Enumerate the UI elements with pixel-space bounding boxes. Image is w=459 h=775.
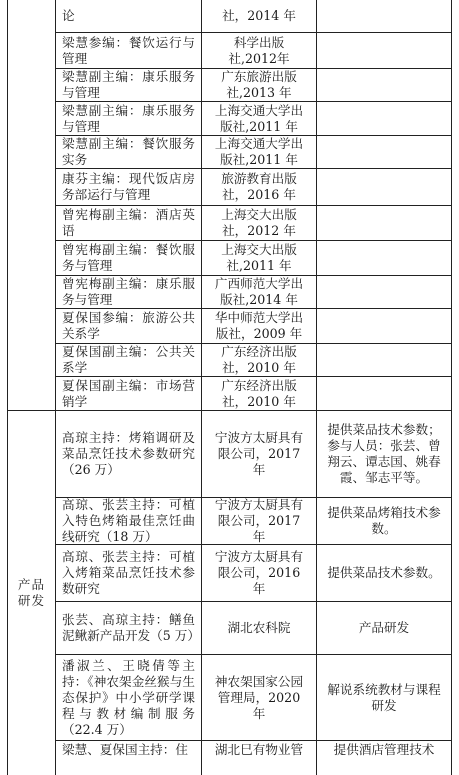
table-row-source: 社，2014 年 — [222, 8, 296, 23]
table-row-project: 高琼主持：烤箱调研及菜品烹饪技术参数研究（26 万） — [62, 430, 195, 477]
table-row-project: 夏保国副主编：市场营销学 — [62, 377, 195, 409]
table-row-project: 潘淑兰、王晓倩等主持：《神农架金丝猴与生态保护》中小学研学课程与教材编制服务（22.4 万） — [62, 657, 195, 737]
table-row-source: 湖北农科院 — [227, 620, 291, 635]
table-row-role: 提供酒店管理技术 — [333, 742, 435, 757]
table-row-source: 上海交大出版社,2011 年 — [221, 242, 297, 273]
table-row-project: 梁慧副主编：康乐服务与管理 — [62, 69, 195, 100]
table-row-source: 广东经济出版社，2010 年 — [221, 377, 297, 409]
table-row-project: 论 — [62, 8, 75, 23]
table-row-role — [317, 169, 451, 205]
table-row-source: 科学出版社,2012年 — [228, 34, 290, 66]
table-row-source: 上海交通大学出版社,2011 年 — [214, 136, 304, 167]
table-row-role — [317, 344, 451, 376]
table-row-role — [317, 241, 451, 275]
table-row-role: 提供菜品技术参数。 — [327, 565, 441, 580]
table-row-source: 广东旅游出版社,2013 年 — [221, 69, 297, 100]
table-row-source: 广东经济出版社，2010 年 — [221, 344, 297, 375]
table-row-project: 梁慧副主编：康乐服务与管理 — [62, 102, 195, 134]
table-row-role — [317, 377, 451, 410]
table-row-role — [317, 69, 451, 101]
table-row-role: 产品研发 — [358, 620, 410, 635]
table-row-source: 上海交大出版社，2012 年 — [221, 207, 297, 238]
table-row-role — [317, 0, 451, 32]
table-row-role — [317, 33, 451, 68]
table-border-right — [451, 0, 452, 775]
table-row-source: 湖北巳有物业管 — [214, 742, 304, 757]
table-row-role: 提供菜品烤箱技术参数。 — [327, 505, 441, 536]
table-row-project: 高琼、张芸主持：可植入烤箱菜品烹饪技术参数研究 — [62, 549, 195, 596]
table-row-project: 夏保国参编：旅游公共关系学 — [62, 310, 195, 341]
table-row-project: 曾宪梅副主编：酒店英语 — [62, 207, 195, 238]
table-row-project: 高琼、张芸主持：可植入特色烤箱最佳烹饪曲线研究（18 万） — [62, 497, 195, 544]
table-row-role — [317, 309, 451, 343]
table-row-role — [317, 276, 451, 308]
table-row-project: 梁慧副主编：餐饮服务实务 — [62, 136, 195, 167]
table-row-project: 梁慧、夏保国主持：住 — [62, 742, 188, 757]
category-label: 产品 研发 — [17, 577, 46, 608]
table-row-source: 上海交通大学出版社,2011 年 — [214, 102, 304, 134]
table-row-role: 提供菜品技术参数；参与人员：张芸、曾翔云、谭志国、姚春霞、邹志平等。 — [327, 422, 441, 485]
table-row-role: 解说系统教材与课程研发 — [327, 681, 441, 713]
table-row-source: 旅游教育出版社，2016 年 — [221, 171, 297, 202]
table-row-role — [317, 102, 451, 135]
table-row-source: 广西师范大学出版社,2014 年 — [214, 276, 304, 307]
table-row-source: 宁波方太厨具有限公司，2017 年 — [214, 430, 304, 477]
table-row-project: 康芬主编：现代饭店房务部运行与管理 — [62, 171, 195, 202]
category-cell — [8, 411, 55, 775]
table-row-project: 曾宪梅副主编：康乐服务与管理 — [62, 276, 195, 307]
table-row-project: 夏保国副主编：公共关系学 — [62, 344, 195, 375]
table-row-project: 梁慧参编：餐饮运行与管理 — [62, 34, 195, 66]
table-row-project: 曾宪梅副主编：餐饮服务与管理 — [62, 242, 195, 273]
table-row-project: 张芸、高琼主持：鳝鱼泥鳅新产品开发（5 万） — [62, 612, 200, 643]
table-row-role — [317, 136, 451, 168]
table-row-source: 华中师范大学出版社，2009 年 — [214, 310, 304, 341]
table-row-source: 宁波方太厨具有限公司，2017 年 — [214, 497, 304, 544]
table-row-role — [317, 206, 451, 240]
table-row-source: 宁波方太厨具有限公司，2016 年 — [214, 549, 304, 596]
table-row-source: 神农架国家公园管理局，2020 年 — [214, 673, 304, 721]
